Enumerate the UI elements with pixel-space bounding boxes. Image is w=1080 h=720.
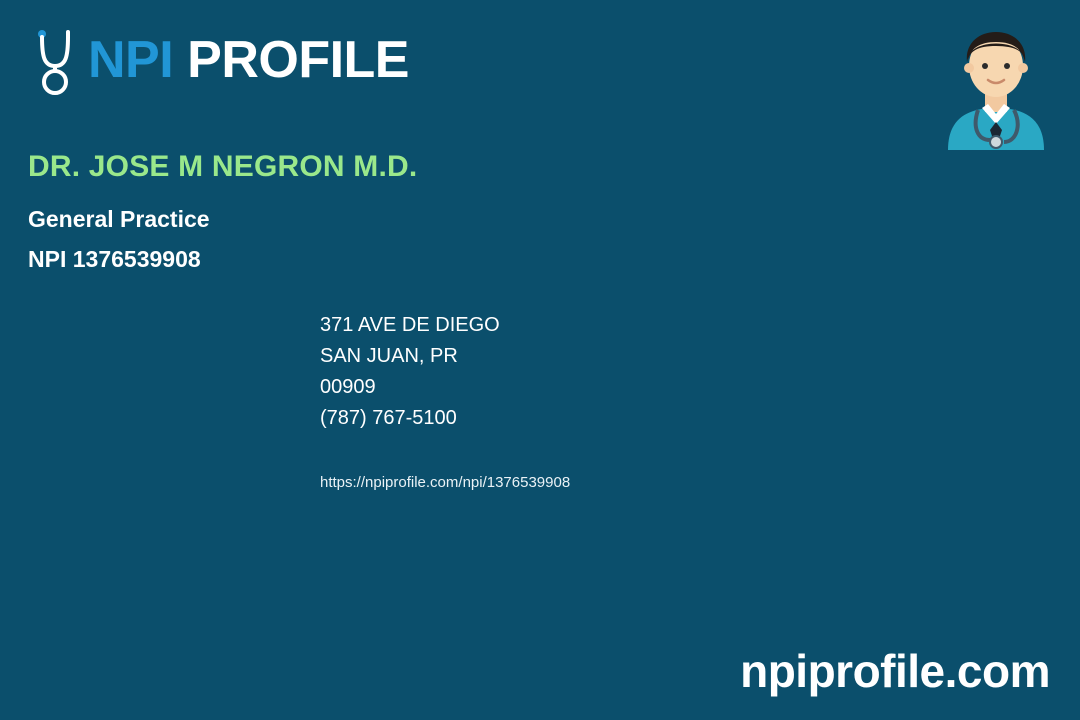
brand-logo [28,24,409,96]
brand-title-npi: NPI [88,31,174,89]
address-city-state: SAN JUAN, PR [320,345,458,367]
address-street: 371 AVE DE DIEGO [320,314,500,336]
profile-url-link[interactable]: https://npiprofile.com/npi/1376539908 [320,474,571,491]
brand-title [88,31,409,89]
address-phone: (787) 767-5100 [320,407,457,429]
brand-title-profile: PROFILE [173,31,409,89]
provider-specialty: General Practice [28,206,210,232]
page-title: DR. JOSE M NEGRON M.D. [28,150,418,183]
footer-site-name: npiprofile.com [740,645,1050,697]
doctor-avatar-icon [938,18,1054,150]
address-zip: 00909 [320,376,376,398]
stethoscope-icon [28,26,82,98]
provider-npi-number: NPI 1376539908 [28,246,201,272]
address-block [320,310,500,434]
